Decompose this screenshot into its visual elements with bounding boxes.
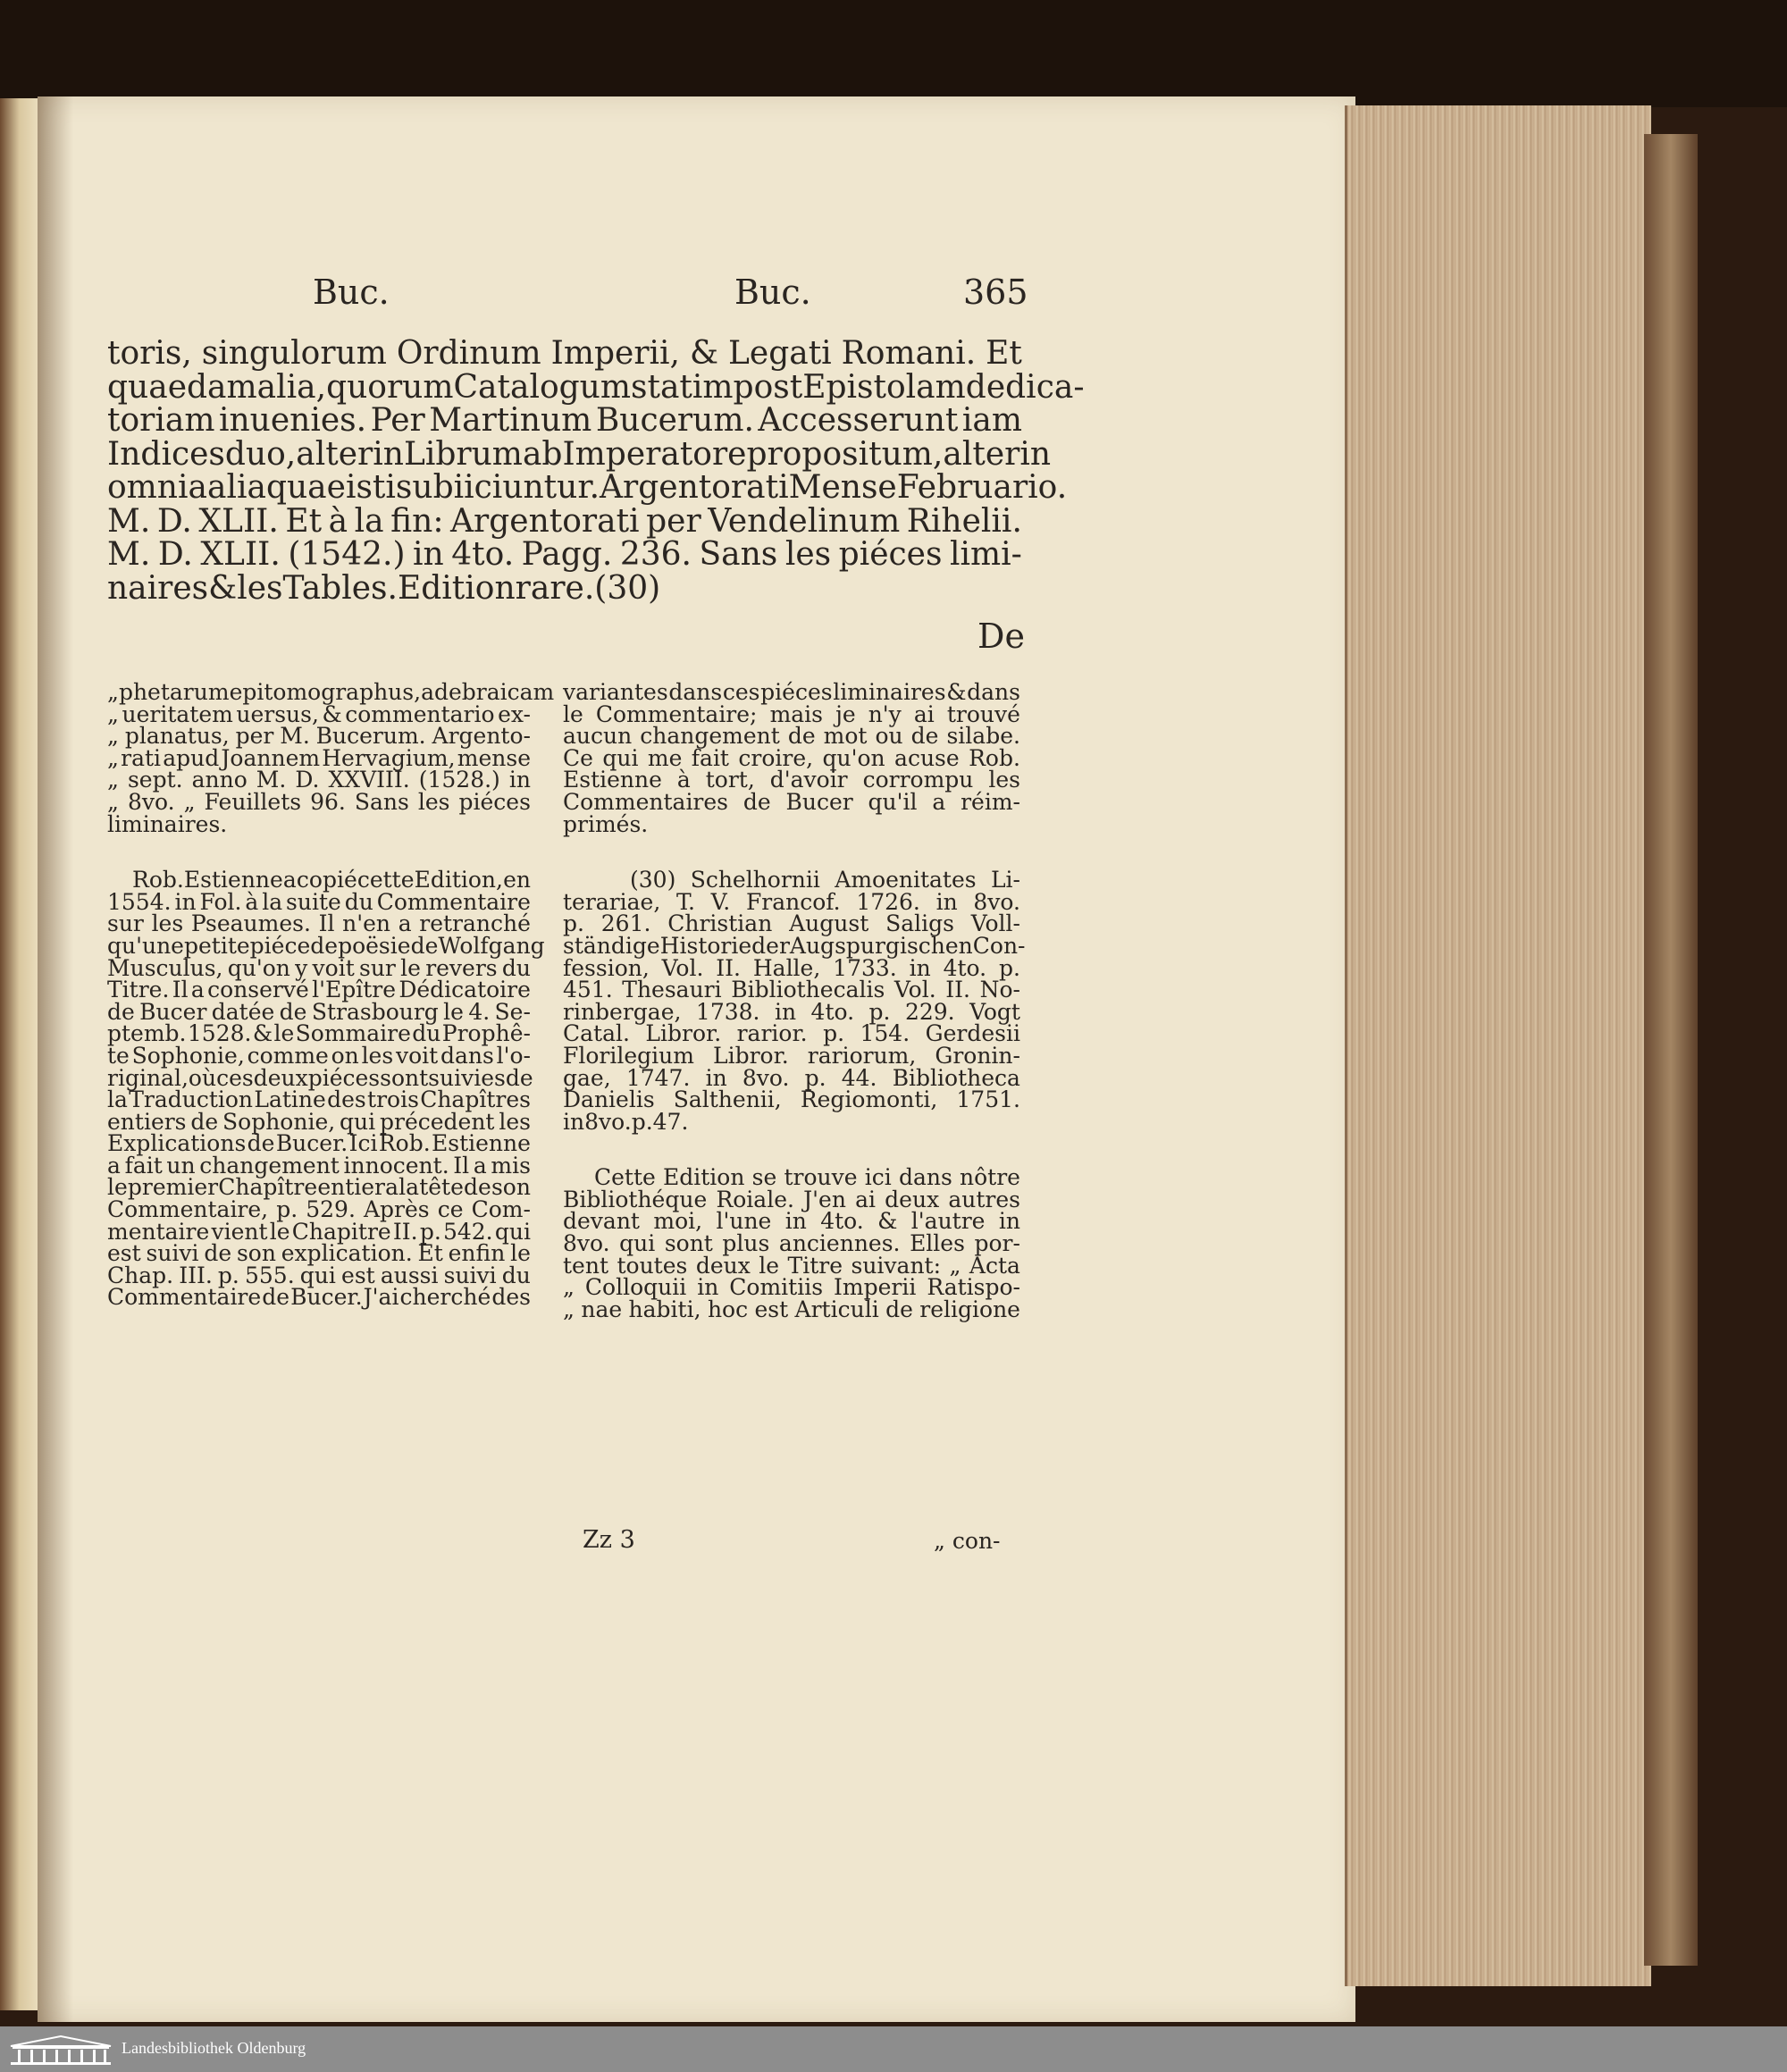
text-line: naires & les Tables. Edition rare. (30)	[107, 569, 661, 607]
text-line: „ sept. anno M. D. XXVIII. (1528.) in	[107, 767, 531, 793]
text-line: Cette Edition se trouve ici dans nôtre	[594, 1164, 1020, 1191]
text-line: fession, Vol. II. Halle, 1733. in 4to. p.	[563, 954, 1020, 981]
text-line: a fait un changement innocent. Il a mis	[107, 1152, 531, 1179]
text-line: Indices duo, alter in Librum ab Imperatore propositum, alter in	[107, 435, 1052, 473]
text-line: qu'une petite piéce de poësie de Wolfgang	[107, 932, 545, 959]
text-line: „ phetarum epitomographus, ad ebraicam	[107, 679, 555, 705]
text-line: riginal, où ces deux piéces sont suivies de	[107, 1064, 533, 1091]
text-line: Commentaire, p. 529. Après ce Com-	[107, 1196, 531, 1223]
catchword-bottom: „ con-	[934, 1528, 1001, 1554]
scan-background	[0, 0, 1787, 107]
text-line: 8vo. qui sont plus anciennes. Elles por-	[563, 1230, 1020, 1257]
text-line: de Bucer datée de Strasbourg le 4. Se-	[107, 998, 531, 1025]
text-line: „ rati apud Joannem Hervagium, mense	[107, 744, 531, 771]
text-line: le premier Chapître entier a la tête de son	[107, 1174, 531, 1201]
text-line: ständige Historie der Augspurgischen Con-	[563, 932, 1026, 959]
text-line: Musculus, qu'on y voit sur le revers du	[107, 954, 531, 981]
left-column	[107, 679, 555, 1311]
text-line: M. D. XLII. Et à la fin: Argentorati per Vendelinum Rihelii.	[107, 502, 1022, 540]
text-line: tent toutes deux le Titre suivant: „ Acta	[563, 1252, 1020, 1279]
text-line: Commentaire de Bucer. J'ai cherché des	[107, 1284, 531, 1311]
text-line: „ 8vo. „ Feuillets 96. Sans les piéces	[107, 788, 531, 815]
library-name: Landesbibliothek Oldenburg	[122, 2039, 306, 2057]
text-line: terariae, T. V. Francof. 1726. in 8vo.	[563, 888, 1020, 915]
page-gutter-shadow	[38, 96, 73, 2022]
running-head-center: Buc.	[734, 273, 811, 312]
page-number: 365	[963, 273, 1028, 312]
page-block-edges	[1345, 105, 1651, 1986]
text-line: (30) Schelhornii Amoenitates Li-	[630, 867, 1020, 893]
running-head-left: Buc.	[313, 273, 390, 312]
text-line: „ ueritatem uersus, & commentario ex-	[107, 700, 531, 727]
text-line: omnia alia quae isti subiiciuntur. Argentorati Mense Februario.	[107, 469, 1068, 506]
text-line: „ nae habiti, hoc est Articuli de religione	[563, 1296, 1020, 1322]
text-line: M. D. XLII. (1542.) in 4to. Pagg. 236. Sans les piéces limi-	[107, 536, 1022, 573]
right-para-3	[563, 1164, 1020, 1322]
top-paragraph	[107, 335, 1085, 607]
text-line: te Sophonie, comme on les voit dans l'o-	[107, 1042, 531, 1069]
text-line: Commentaires de Bucer qu'il a réim-	[563, 788, 1020, 815]
text-line: Explications de Bucer. Ici Rob. Estienne	[107, 1130, 531, 1157]
text-line: Estienne à tort, d'avoir corrompu les	[563, 767, 1020, 793]
left-para-1	[107, 679, 555, 837]
text-line: p. 261. Christian August Saligs Voll-	[563, 910, 1020, 937]
text-line: toriam inuenies. Per Martinum Bucerum. Accesserunt iam	[107, 402, 1022, 439]
right-para-2	[563, 867, 1026, 1135]
text-line: Catal. Libror. rarior. p. 154. Gerdesii	[563, 1020, 1020, 1047]
right-para-1	[563, 679, 1020, 837]
text-line: toris, singulorum Ordinum Imperii, & Legati Romani. Et	[107, 335, 1022, 372]
text-line: variantes dans ces piéces liminaires & dans	[563, 679, 1020, 705]
text-line: Chap. III. p. 555. qui est aussi suivi du	[107, 1262, 531, 1288]
text-line: devant moi, l'une in 4to. & l'autre in	[563, 1208, 1020, 1235]
text-line: sur les Pseaumes. Il n'en a retranché	[107, 910, 531, 937]
text-line: quaedam alia, quorum Catalogum statim post Epistolam dedica-	[107, 368, 1085, 406]
text-line: Ce qui me fait croire, qu'on acuse Rob.	[563, 744, 1020, 771]
text-line: entiers de Sophonie, qui précedent les	[107, 1108, 531, 1135]
signature-mark: Zz 3	[583, 1526, 635, 1554]
book-cover-edge	[1644, 134, 1698, 1966]
left-para-2	[107, 867, 545, 1311]
text-line: rinbergae, 1738. in 4to. p. 229. Vogt	[563, 998, 1020, 1025]
text-line: Danielis Salthenii, Regiomonti, 1751.	[563, 1086, 1020, 1113]
text-line: 1554. in Fol. à la suite du Commentaire	[107, 888, 531, 915]
text-line: la Traduction Latine des trois Chapîtres	[107, 1086, 531, 1113]
text-line: aucun changement de mot ou de silabe.	[563, 723, 1020, 750]
text-line: ptemb. 1528. & le Sommaire du Prophê-	[107, 1020, 531, 1047]
text-line: „ Colloquii in Comitiis Imperii Ratispo-	[563, 1274, 1020, 1301]
footer-bar	[0, 2026, 1787, 2072]
text-line: est suivi de son explication. Et enfin le	[107, 1240, 531, 1267]
text-line: Florilegium Libror. rariorum, Gronin-	[563, 1042, 1020, 1069]
library-building-icon	[7, 2034, 114, 2066]
text-line: le Commentaire; mais je n'y ai trouvé	[563, 700, 1020, 727]
right-column	[563, 679, 1026, 1322]
text-line: Bibliothéque Roiale. J'en ai deux autres	[563, 1186, 1020, 1212]
text-line: mentaire vient le Chapitre II. p. 542. qui	[107, 1218, 531, 1245]
catchword-top: De	[977, 617, 1025, 656]
text-line: „ planatus, per M. Bucerum. Argento-	[107, 723, 531, 750]
text-line: primés.	[563, 810, 649, 837]
text-line: Rob. Estienne a copié cette Edition, en	[132, 867, 531, 893]
text-line: Titre. Il a conservé l'Epître Dédicatoire	[107, 977, 531, 1003]
text-line: in 8vo. p. 47.	[563, 1108, 689, 1135]
text-line: liminaires.	[107, 810, 228, 837]
text-line: gae, 1747. in 8vo. p. 44. Bibliotheca	[563, 1064, 1020, 1091]
text-line: 451. Thesauri Bibliothecalis Vol. II. No-	[563, 977, 1020, 1003]
